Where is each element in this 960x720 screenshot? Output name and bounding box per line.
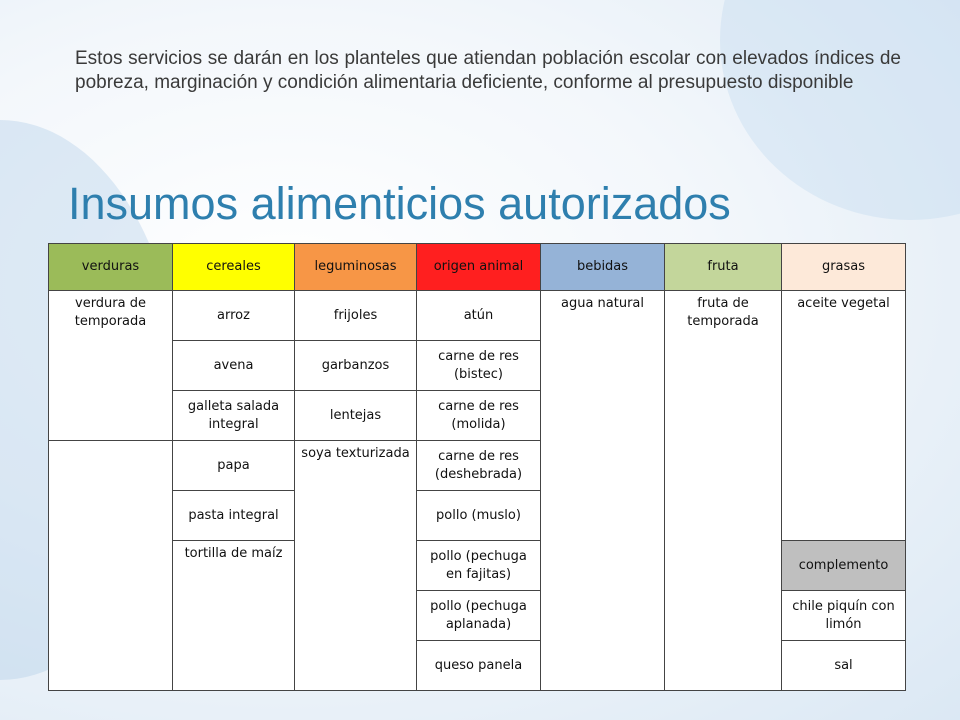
cell-verdura-de-temporada: verdura de temporada <box>49 291 173 441</box>
table-row <box>49 291 906 341</box>
header-verduras: verduras <box>49 244 173 291</box>
cell-chile-piquin: chile piquín con limón <box>782 591 906 641</box>
cell-carne-deshebrada: carne de res (deshebrada) <box>417 441 541 491</box>
cell-agua-natural: agua natural <box>541 291 665 691</box>
header-fruta: fruta <box>665 244 782 291</box>
header-grasas: grasas <box>782 244 906 291</box>
cell-pasta-integral: pasta integral <box>173 491 295 541</box>
cell-pollo-pechuga-fajitas: pollo (pechuga en fajitas) <box>417 541 541 591</box>
cell-soya-texturizada: soya texturizada <box>295 441 417 691</box>
cell-lentejas: lentejas <box>295 391 417 441</box>
cell-papa: papa <box>173 441 295 491</box>
cell-sal: sal <box>782 641 906 691</box>
cell-galleta-salada-integral: galleta salada integral <box>173 391 295 441</box>
cell-arroz: arroz <box>173 291 295 341</box>
page-title: Insumos alimenticios autorizados <box>68 178 731 229</box>
cell-tortilla-de-maiz: tortilla de maíz <box>173 541 295 691</box>
cell-avena: avena <box>173 341 295 391</box>
cell-fruta-de-temporada: fruta de temporada <box>665 291 782 691</box>
cell-queso-panela: queso panela <box>417 641 541 691</box>
cell-pollo-pechuga-aplanada: pollo (pechuga aplanada) <box>417 591 541 641</box>
header-complemento: complemento <box>782 541 906 591</box>
header-bebidas: bebidas <box>541 244 665 291</box>
cell-garbanzos: garbanzos <box>295 341 417 391</box>
header-origen-animal: origen animal <box>417 244 541 291</box>
background-swoosh <box>720 0 960 220</box>
cell-verduras-empty <box>49 441 173 691</box>
table-header-row <box>49 244 906 291</box>
cell-atun: atún <box>417 291 541 341</box>
cell-carne-bistec: carne de res (bistec) <box>417 341 541 391</box>
cell-aceite-vegetal: aceite vegetal <box>782 291 906 541</box>
cell-frijoles: frijoles <box>295 291 417 341</box>
cell-pollo-muslo: pollo (muslo) <box>417 491 541 541</box>
header-cereales: cereales <box>173 244 295 291</box>
cell-carne-molida: carne de res (molida) <box>417 391 541 441</box>
intro-paragraph: Estos servicios se darán en los planteles que atiendan población escolar con elevados índices de pobreza, marginación y condición alimentaria deficiente, conforme al presupuesto disponible <box>75 48 901 93</box>
header-leguminosas: leguminosas <box>295 244 417 291</box>
food-table <box>48 243 906 691</box>
